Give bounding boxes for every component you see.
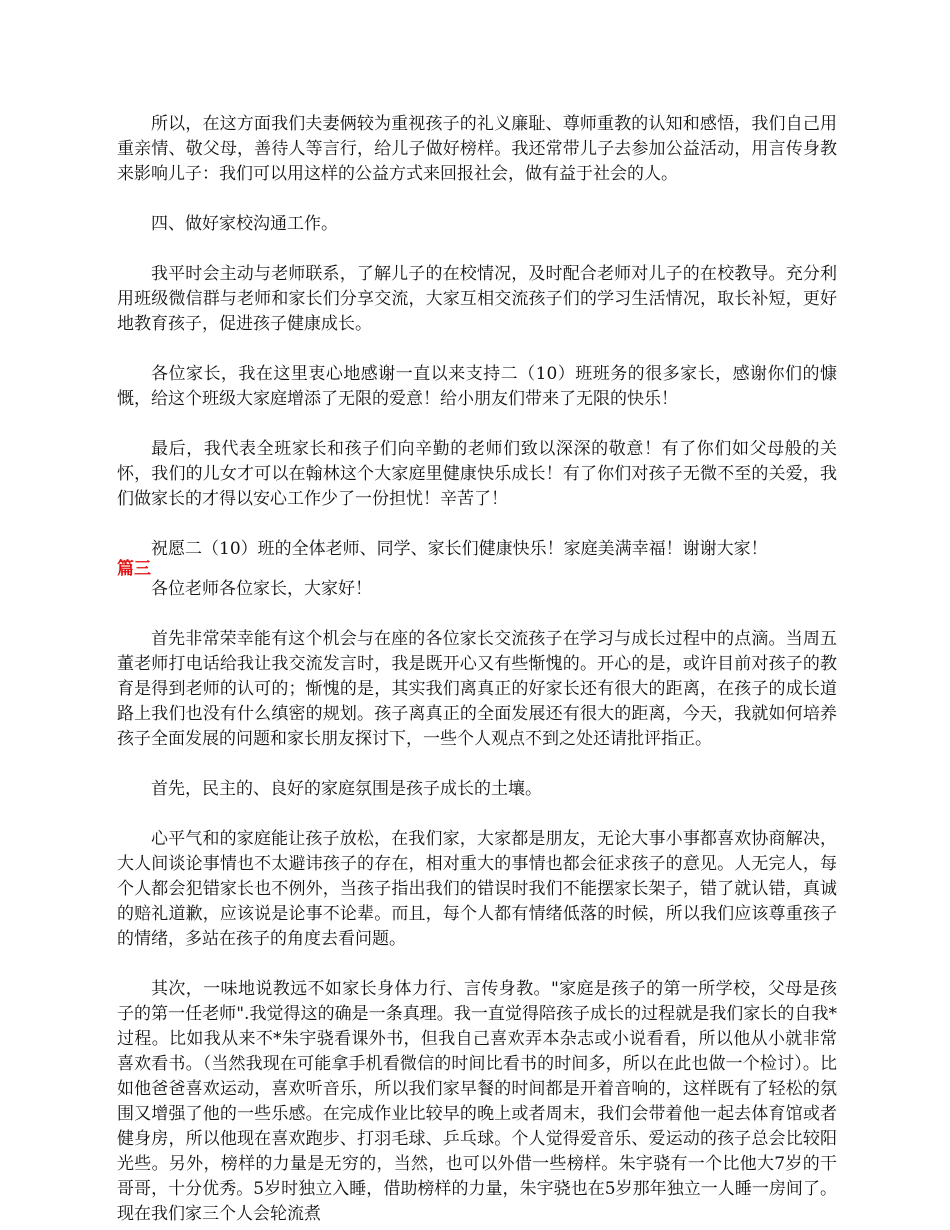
- paragraph-intro: 首先非常荣幸能有这个机会与在座的各位家长交流孩子在学习与成长过程中的点滴。当周五董老师打电话给我让我交流发言时，我是既开心又有些惭愧的。开心的是，或许目前对孩子的教育是得到老师的认可的；惭愧的是，其实我们离真正的好家长还有很大的距离，在孩子的成长道路上我们也没有什么缜密的规划。孩子离真正的全面发展还有很大的距离，今天，我就如何培养孩子全面发展的问题和家长朋友探讨下，一些个人观点不到之处还请批评指正。: [117, 629, 837, 749]
- paragraph-communication: 我平时会主动与老师联系，了解儿子的在校情况，及时配合老师对儿子的在校教导。充分利用班级微信群与老师和家长们分享交流，大家互相交流孩子们的学习生活情况，取长补短，更好地教育孩子，促进孩子健康成长。: [117, 264, 837, 334]
- paragraph-role-model: 其次，一味地说教远不如家长身体力行、言传身教。"家庭是孩子的第一所学校，父母是孩子的第一任老师".我觉得这的确是一条真理。我一直觉得陪孩子成长的过程就是我们家长的自我*过程。比如我从来不*朱宇骁看课外书，但我自己喜欢弄本杂志或小说看看，所以他从小就非常喜欢看书。（当然我现在可能拿手机看微信的时间比看书的时间多，所以在此也做一个检讨）。比如他爸爸喜欢运动，喜欢听音乐，所以我们家早餐的时间都是开着音响的，这样既有了轻松的氛围又增强了他的一些乐感。在完成作业比较早的晚上或者周末，我们会带着他一起去体育馆或者健身房，所以他现在喜欢跑步、打羽毛球、乒乓球。个人觉得爱音乐、爱运动的孩子总会比较阳光些。另外，榜样的力量是无穷的，当然，也可以外借一些榜样。朱宇骁有一个比他大7岁的干哥哥，十分优秀。5岁时独立入睡，借助榜样的力量，朱宇骁也在5岁那年独立一人睡一房间了。现在我们家三个人会轮流煮: [117, 979, 837, 1224]
- section-heading: 篇三: [117, 559, 151, 579]
- paragraph-thanks-teachers: 最后，我代表全班家长和孩子们向辛勤的老师们致以深深的敬意！有了你们如父母般的关怀，我们的儿女才可以在翰林这个大家庭里健康快乐成长！有了你们对孩子无微不至的关爱，我们做家长的才得以安心工作少了一份担忧！辛苦了！: [117, 439, 837, 509]
- section-four-title: 四、做好家校沟通工作。: [151, 214, 338, 234]
- paragraph-family-atmosphere: 心平气和的家庭能让孩子放松，在我们家，大家都是朋友，无论大事小事都喜欢协商解决，大人间谈论事情也不太避讳孩子的存在，相对重大的事情也都会征求孩子的意见。人无完人，每个人都会犯错家长也不例外，当孩子指出我们的错误时我们不能摆家长架子，错了就认错，真诚的赔礼道歉，应该说是论事不论辈。而且，每个人都有情绪低落的时候，所以我们应该尊重孩子的情绪，多站在孩子的角度去看问题。: [117, 829, 837, 949]
- paragraph-first-point: 首先，民主的、良好的家庭氛围是孩子成长的土壤。: [151, 779, 542, 799]
- document-body: [117, 112, 837, 1227]
- paragraph-wishes: 祝愿二（10）班的全体老师、同学、家长们健康快乐！家庭美满幸福！谢谢大家！: [151, 539, 768, 559]
- greeting: 各位老师各位家长，大家好！: [151, 579, 372, 599]
- paragraph-thanks-parents: 各位家长，我在这里衷心地感谢一直以来支持二（10）班班务的很多家长，感谢你们的慷慨，给这个班级大家庭增添了无限的爱意！给小朋友们带来了无限的快乐！: [117, 364, 837, 409]
- paragraph-respect: 所以，在这方面我们夫妻俩较为重视孩子的礼义廉耻、尊师重教的认知和感悟，我们自己用重亲情、敬父母，善待人等言行，给儿子做好榜样。我还常带儿子去参加公益活动，用言传身教来影响儿子：我们可以用这样的公益方式来回报社会，做有益于社会的人。: [117, 114, 837, 184]
